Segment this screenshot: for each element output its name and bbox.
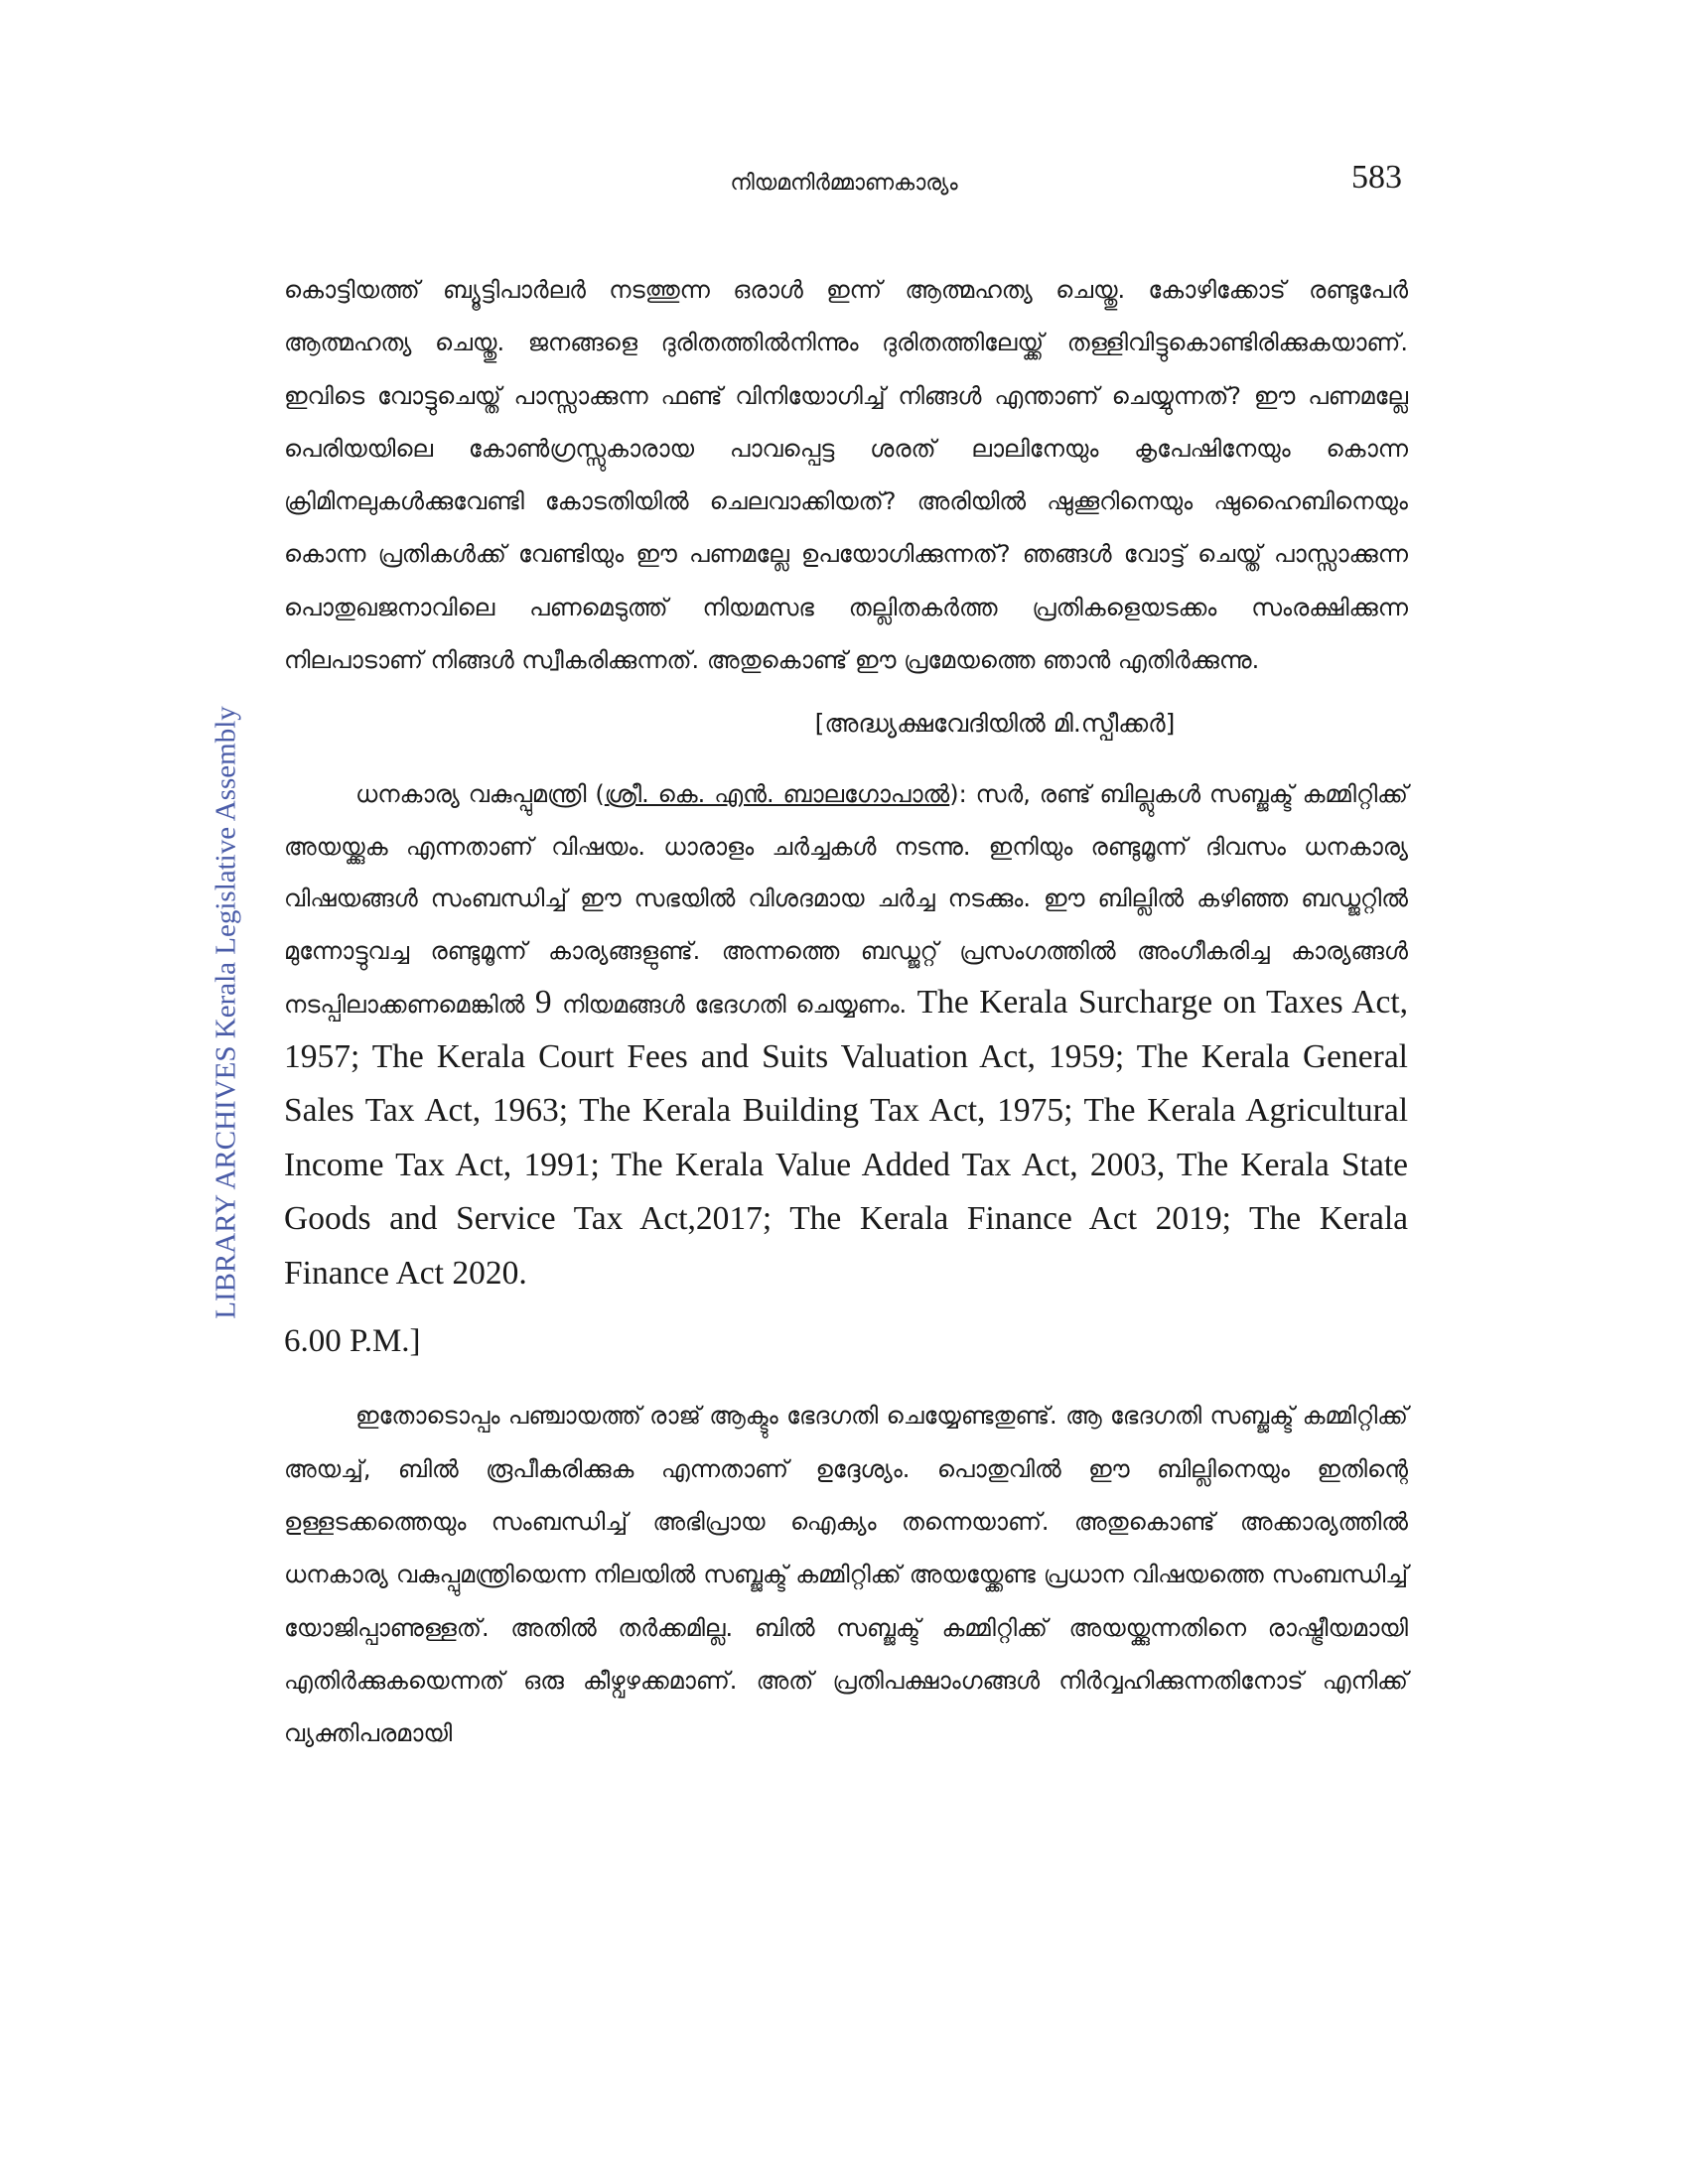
speaker-name: ശ്രീ. കെ. എൻ. ബാലഗോപാൽ [604,780,950,809]
paragraph-3: ഇതോടൊപ്പം പഞ്ചായത്ത് രാജ് ആക്ടും ഭേദഗതി ചെയ്യേണ്ടതുണ്ട്. ആ ഭേദഗതി സബ്ജക്ട് കമ്മിറ്റിക്ക് അയച്ച്, ബിൽ രൂപീകരിക്കുക എന്നതാണ് ഉദ്ദേശ്യം. പൊതുവിൽ ഈ ബില്ലിനെയും ഇതിന്റെ ഉള്ളടക്കത്തെയും സംബന്ധിച്ച് അഭിപ്രായ ഐക്യം തന്നെയാണ്. അതുകൊണ്ട് അക്കാര്യത്തിൽ ധനകാര്യ വകുപ്പുമന്ത്രിയെന്ന നിലയിൽ സബ്ജക്ട് കമ്മിറ്റിക്ക് അയയ്ക്കേണ്ട പ്രധാന വിഷയത്തെ സംബന്ധിച്ച് യോജിപ്പാണുള്ളത്. അതിൽ തർക്കമില്ല. ബിൽ സബ്ജക്ട് കമ്മിറ്റിക്ക് അയയ്ക്കുന്നതിനെ രാഷ്ട്രീയമായി എതിർക്കുകയെന്നത് ഒരു കീഴ്വഴക്കമാണ്. അത് പ്രതിപക്ഷാംഗങ്ങൾ നിർവ്വഹിക്കുന്നതിനോട് എനിക്ക് വ്യക്തിപരമായി [284,1402,1408,1748]
amend-phrase: നിയമങ്ങൾ ഭേദഗതി ചെയ്യണം. [562,991,908,1020]
paragraph-2-body: ): സർ, രണ്ട് ബില്ലുകൾ സബ്ജക്ട് കമ്മിറ്റിക്ക് അയയ്ക്കുക എന്നതാണ് വിഷയം. ധാരാളം ചർച്ചകൾ നടന്നു. ഇനിയും രണ്ടുമൂന്ന് ദിവസം ധനകാര്യ വിഷയങ്ങൾ സംബന്ധിച്ച് ഈ സഭയിൽ വിശദമായ ചർച്ച നടക്കും. ഈ ബില്ലിൽ കഴിഞ്ഞ ബഡ്ജറ്റിൽ മുന്നോട്ടുവച്ച രണ്ടുമൂന്ന് കാര്യങ്ങളുണ്ട്. അന്നത്തെ ബഡ്ജറ്റ് പ്രസംഗത്തിൽ അംഗീകരിച്ച കാര്യങ്ങൾ നടപ്പിലാക്കണമെങ്കിൽ [284,780,1408,1020]
minister-title: ധനകാര്യ വകുപ്പുമന്ത്രി ( [355,780,605,809]
paragraph-1: കൊട്ടിയത്ത് ബ്യൂട്ടിപാർലർ നടത്തുന്ന ഒരാൾ ഇന്ന് ആത്മഹത്യ ചെയ്തു. കോഴിക്കോട് രണ്ടുപേർ ആത്മഹത്യ ചെയ്തു. ജനങ്ങളെ ദുരിതത്തിൽനിന്നും ദുരിതത്തിലേയ്ക്ക് തള്ളിവിട്ടുകൊണ്ടിരിക്കുകയാണ്. ഇവിടെ വോട്ടുചെയ്ത് പാസ്സാക്കുന്ന ഫണ്ട് വിനിയോഗിച്ച് നിങ്ങൾ എന്താണ് ചെയ്യുന്നത്? ഈ പണമല്ലേ പെരിയയിലെ കോൺഗ്രസ്സുകാരായ പാവപ്പെട്ട ശരത് ലാലിനേയും കൃപേഷിനേയും കൊന്ന ക്രിമിനലുകൾക്കുവേണ്ടി കോടതിയിൽ ചെലവാക്കിയത്? അരിയിൽ ഷുക്കൂറിനെയും ഷുഹൈബിനെയും കൊന്ന പ്രതികൾക്ക് വേണ്ടിയും ഈ പണമല്ലേ ഉപയോഗിക്കുന്നത്? ഞങ്ങൾ വോട്ട് ചെയ്ത് പാസ്സാക്കുന്ന പൊതുഖജനാവിലെ പണമെടുത്ത് നിയമസഭ തല്ലിതകർത്ത പ്രതികളെയടക്കം സംരക്ഷിക്കുന്ന നിലപാടാണ് നിങ്ങൾ സ്വീകരിക്കുന്നത്. അതുകൊണ്ട് ഈ പ്രമേയത്തെ ഞാൻ എതിർക്കുന്നു. [284,276,1408,675]
presiding-officer-note: [അദ്ധ്യക്ഷവേദിയിൽ മി.സ്പീക്കർ] [814,709,1176,739]
page-body [284,264,1408,1760]
number-of-acts: 9 [524,984,563,1022]
library-archives-watermark: LIBRARY ARCHIVES Kerala Legislative Assembly [210,706,242,1319]
page-number: 583 [1351,159,1402,196]
running-head: നിയമനിർമ്മാണകാര്യം [730,171,958,196]
list-of-acts: The Kerala Surcharge on Taxes Act, 1957; The Kerala Court Fees and Suits Valuation Act, 1959; The Kerala General Sales Tax Act, 1963; The Kerala Building Tax Act, 1975; The Kerala Agricultural Income Tax Act, 1991; The Kerala Value Added Tax Act, 2003, The Kerala State Goods and Service Tax Act,2017; The Kerala Finance Act 2019; The Kerala Finance Act 2020. [284,984,1408,1292]
time-stamp: 6.00 P.M.] [284,1323,421,1360]
paragraph-2 [284,768,1408,1301]
